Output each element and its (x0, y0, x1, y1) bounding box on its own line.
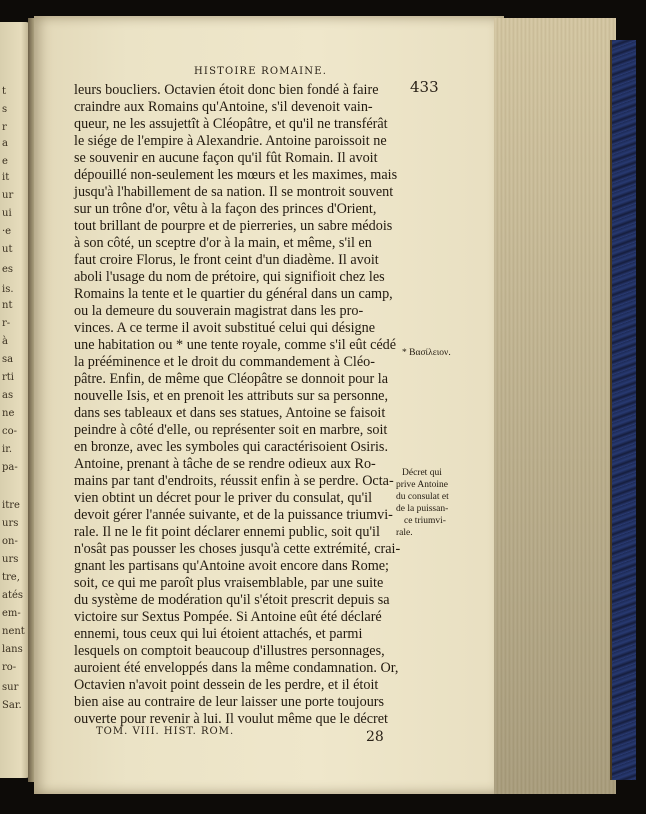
text-line: la prééminence et le droit du commandement à Cléo- (74, 354, 375, 370)
left-page-fragment: pa- (2, 462, 18, 473)
left-page-fragment: co- (2, 426, 17, 437)
left-page-fragment: sa (2, 354, 14, 365)
sidenote-line: rale. (396, 528, 413, 538)
left-page-fragment: atés (2, 590, 24, 601)
text-line: Octavien n'avoit point dessein de les perdre, et il étoit (74, 677, 379, 693)
text-line: ennemi, tous ceux qui lui étoient attachés, et parmi (74, 626, 363, 642)
left-page-fragment: es (2, 264, 14, 275)
text-line: ou la demeure du souverain magistrat dans les pro- (74, 303, 364, 319)
left-page-fragment: rti (2, 372, 14, 383)
text-line: ouverte pour revenir à lui. Il voulut même que le décret (74, 711, 388, 727)
left-page-fragment: nent (2, 626, 25, 637)
left-page-fragment: lans (2, 644, 23, 655)
left-page-fragment: Sar. (2, 700, 22, 711)
text-line: lesquels on comptoit beaucoup d'illustres personnages, (74, 643, 385, 659)
text-line: dans ses tableaux et dans ses statues, Antoine se faisoit (74, 405, 386, 421)
left-page-fragment: à (2, 336, 8, 347)
left-page-fragment: em- (2, 608, 21, 619)
marbled-cover (610, 40, 636, 780)
text-line: dépouillé non-seulement les mœurs et les maximes, mais (74, 167, 398, 183)
left-page-fragment: r (2, 122, 7, 133)
text-line: faut croire Florus, le front ceint d'un diadème. Il avoit (74, 252, 379, 268)
left-page-fragment: ut (2, 244, 13, 255)
left-page-fragment: r- (2, 318, 11, 329)
running-header: HISTOIRE ROMAINE. (194, 66, 328, 77)
left-page-fragment: ne (2, 408, 15, 419)
text-line: auroient été enveloppés dans la même condamnation. Or, (74, 660, 399, 676)
text-line: du système de modération qu'il s'étoit prescrit depuis sa (74, 592, 390, 608)
text-line: pâtre. Enfin, de même que Cléopâtre se donnoit pour la (74, 371, 388, 387)
left-page-fragment: ·e (2, 226, 12, 237)
text-line: une habitation ou * une tente royale, comme s'il eût cédé (74, 337, 397, 353)
text-line: Romains la tente et le quartier du général dans un camp, (74, 286, 393, 302)
text-line: victoire sur Sextus Pompée. Si Antoine eût été déclaré (74, 609, 382, 625)
footer-volume: TOM. VIII. HIST. ROM. (96, 726, 235, 737)
text-line: en bronze, avec les symboles qui caractérisoient Osiris. (74, 439, 388, 455)
text-line: à son côté, un sceptre d'or à la main, et même, s'il en (74, 235, 372, 251)
text-line: le siége de l'empire à Alexandrie. Antoine paroissoit ne (74, 133, 387, 149)
left-page-fragment: urs (2, 518, 19, 529)
sidenote-line: de la puissan- (396, 504, 449, 514)
sidenote-line: ce triumvi- (404, 516, 446, 526)
signature-mark: 28 (366, 729, 384, 745)
text-line: se souvenir en aucune façon qu'il fût Romain. Il avoit (74, 150, 378, 166)
text-line: jusqu'à l'habillement de sa nation. Il se montroit souvent (74, 184, 394, 200)
text-line: gnant les partisans qu'Antoine avoit encore dans Rome; (74, 558, 389, 574)
left-page-fragment: urs (2, 554, 19, 565)
left-page-fragment: itre (2, 500, 20, 511)
page-block-edges (494, 18, 616, 794)
sidenote-line: Décret qui (402, 468, 442, 478)
text-line: mains par tant d'endroits, réussit enfin à se perdre. Octa- (74, 473, 394, 489)
left-page-fragment: ro- (2, 662, 17, 673)
text-line: rale. Il ne le fit point déclarer ennemi public, soit qu'il (74, 524, 380, 540)
text-line: leurs boucliers. Octavien étoit donc bien fondé à faire (74, 82, 379, 98)
text-line: bien aise au contraire de leur laisser une porte toujours (74, 694, 385, 710)
footnote-greek: * Βασίλειον. (402, 348, 451, 358)
text-line: devoit gérer l'année suivante, et de la puissance triumvi- (74, 507, 393, 523)
text-line: soit, ce qui me paroît plus vraisemblable, par une suite (74, 575, 384, 591)
left-page-fragment: ur (2, 190, 14, 201)
sidenote-line: prive Antoine (396, 480, 448, 490)
left-page-fragment: ir. (2, 444, 13, 455)
left-page-fragment: it (2, 172, 10, 183)
left-page-fragment: on- (2, 536, 18, 547)
left-page-fragment: t (2, 86, 7, 97)
left-page-fragment: ui (2, 208, 12, 219)
sidenote-line: du consulat et (396, 492, 449, 502)
text-line: vinces. A ce terme il avoit substitué celui qui désigne (74, 320, 376, 336)
text-line: sur un trône d'or, vêtu à la façon des princes d'Orient, (74, 201, 377, 217)
text-line: n'osât pas pousser les choses jusqu'à cette extrémité, crai- (74, 541, 401, 557)
left-page-fragment: tre, (2, 572, 20, 583)
text-line: nouvelle Isis, et en prenoit les attributs sur sa personne, (74, 388, 389, 404)
page-number: 433 (410, 78, 439, 96)
left-page-fragment: nt (2, 300, 13, 311)
text-line: peindre à côté d'elle, ou représenter soit en marbre, soit (74, 422, 388, 438)
text-line: Antoine, prenant à tâche de se rendre odieux aux Ro- (74, 456, 376, 472)
text-line: craindre aux Romains qu'Antoine, s'il devenoit vain- (74, 99, 373, 115)
right-page (34, 16, 504, 794)
text-line: aboli l'usage du nom de prétoire, qui signifioit chez les (74, 269, 385, 285)
left-page-edge (0, 22, 30, 778)
text-line: tout brillant de pourpre et de pierreries, un sabre médois (74, 218, 393, 234)
left-page-fragment: e (2, 156, 8, 167)
left-page-fragment: is. (2, 284, 14, 295)
text-line: vien obtint un décret pour le priver du consulat, qu'il (74, 490, 373, 506)
left-page-fragment: s (2, 104, 8, 115)
left-page-fragment: sur (2, 682, 19, 693)
left-page-fragment: a (2, 138, 8, 149)
text-line: queur, ne les assujettît à Cléopâtre, et qu'il ne transférât (74, 116, 388, 132)
left-page-fragment: as (2, 390, 14, 401)
